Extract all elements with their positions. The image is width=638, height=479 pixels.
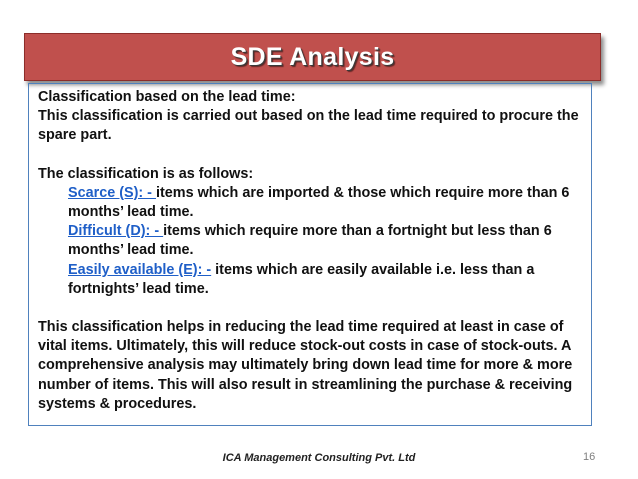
item-scarce [38,184,585,222]
desc-easily-available: items which are easily available i.e. less than a fortnights’ lead time. [68,261,535,297]
page-number: 16 [583,451,596,463]
spacer [38,146,585,165]
slide-title-bar [24,33,601,81]
footer-company: ICA Management Consulting Pvt. Ltd [222,452,416,464]
term-easily-available: Easily available (E): - [68,261,212,278]
desc-difficult: items which require more than a fortnight but less than 6 months’ lead time. [68,223,552,259]
spacer [38,299,585,318]
desc-scarce: items which are imported & those which require more than 6 months’ lead time. [68,184,570,221]
classification-description: This classification is carried out based on the lead time required to procure the spare part. [38,108,579,144]
item-difficult [38,222,585,260]
content-box [28,83,592,426]
classification-intro: The classification is as follows: [38,165,254,182]
classification-heading: Classification based on the lead time: [38,89,296,105]
closing-paragraph: This classification helps in reducing the lead time required at least in case of vital items. Ultimately, this will reduce stock-out costs in case of stock-outs. A comprehensive analysis may ultimately bring down lead time for more & more number of items. This will also result in streamlining the purchase & receiving systems & procedures. [38,319,573,412]
slide-title: SDE Analysis [230,42,395,71]
term-scarce: Scarce (S): - [68,184,156,201]
item-easily-available [38,261,585,299]
term-difficult: Difficult (D): - [68,223,164,240]
